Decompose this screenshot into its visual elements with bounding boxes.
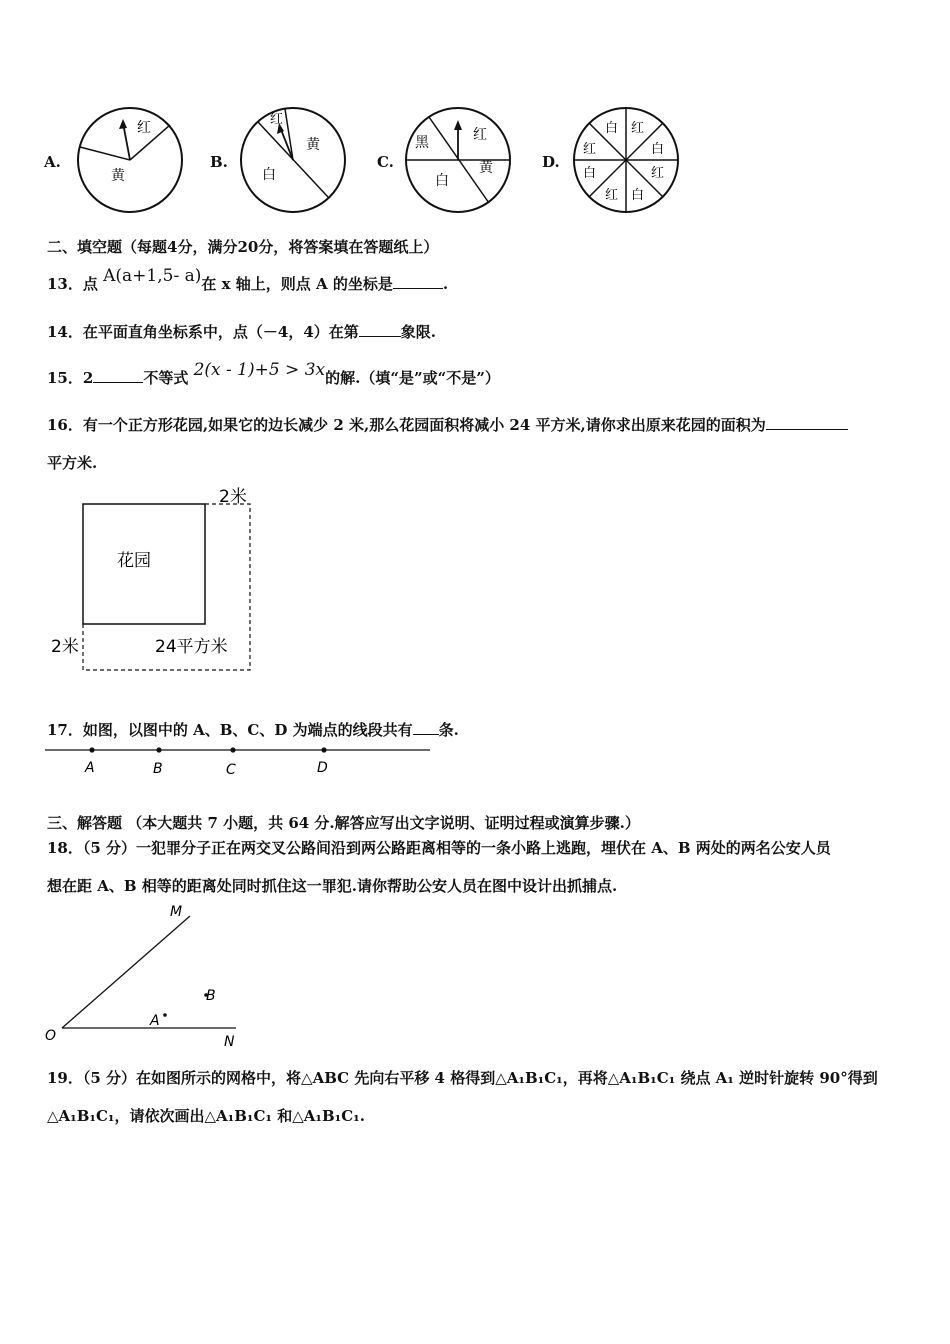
sector-white: 白 [262,167,276,183]
point-a [89,747,94,752]
sector-red: 红 [270,112,284,127]
math-expression: A(a+1,5- a) [103,266,202,286]
area-label: 24平方米 [155,637,228,657]
question-14: 14．在平面直角坐标系中，点（－4，4）在第 象限. [47,323,436,341]
point-label-o: O [45,1028,57,1044]
sector-black: 黑 [415,135,429,151]
option-b-label: B. [210,153,228,171]
garden-figure [45,482,275,682]
sector: 红 [583,142,597,157]
question-number: 18． [47,839,83,857]
sector: 白 [583,166,597,181]
spinner-c [403,105,513,215]
answer-blank [359,322,401,337]
point-label-n: N [224,1034,235,1050]
spinner-d [571,105,681,215]
question-number: 17． [47,721,83,739]
question-13: 13．点 A(a+1,5- a)在 x 轴上，则点 A 的坐标是 . [47,266,449,293]
question-19-line2: △A₁B₁C₁，请依次画出△A₁B₁C₁ 和△A₁B₁C₁. [47,1107,365,1125]
sector: 白 [651,142,665,157]
top-width-label: 2米 [219,487,247,507]
question-number: 13． [47,275,83,293]
segment-figure [45,740,445,780]
point-a [163,1013,167,1017]
option-d-label: D. [542,153,560,171]
question-18-line2: 想在距 A、B 相等的距离处同时抓住这一罪犯.请你帮助公安人员在图中设计出抓捕点. [47,877,618,895]
sector-yellow: 黄 [111,168,125,184]
sector: 白 [605,121,619,136]
sector: 红 [651,166,665,181]
left-width-label: 2米 [51,637,79,657]
point-label-a: A [150,1013,160,1029]
sector-red: 红 [473,127,487,143]
spinner-a [75,105,185,215]
point-label-m: M [170,904,183,920]
point-label: D [317,760,328,776]
section-title: 三、解答题 （本大题共 7 小题，共 64 分.解答应写出文字说明、证明过程或演算步骤.） [47,814,640,832]
sector: 白 [631,188,645,203]
sector-white: 白 [435,173,449,189]
option-c-label: C. [377,153,394,171]
question-number: 19． [47,1069,83,1087]
option-a-label: A. [44,153,61,171]
point-label: B [153,761,163,777]
point-c [230,747,235,752]
answer-blank [413,720,439,735]
garden-label: 花园 [117,551,151,571]
point-d [321,747,326,752]
sector-yellow: 黄 [479,160,493,176]
question-19: 19．（5 分）在如图所示的网格中，将△ABC 先向右平移 4 格得到△A₁B₁C₁，再将△A₁B₁C₁ 绕点 A₁ 逆时针旋转 90°得到 [47,1069,878,1087]
question-15: 15．2 不等式 2(x - 1)+5 > 3x的解.（填“是”或“不是”） [47,360,500,387]
point-b [156,747,161,752]
section-title: 二、填空题（每题4分，满分20分，将答案填在答题纸上） [47,238,439,256]
sector-red: 红 [137,120,151,136]
answer-blank [766,415,848,430]
question-number: 15． [47,369,83,387]
spinner-b [238,105,348,215]
sector-yellow: 黄 [306,137,320,153]
question-17: 17．如图，以图中的 A、B、C、D 为端点的线段共有 条. [47,721,459,739]
sector: 红 [605,188,619,203]
question-18: 18．（5 分）一犯罪分子正在两交叉公路间沿到两公路距离相等的一条小路上逃跑，埋伏在 A、B 两处的两名公安人员 [47,839,831,857]
question-16-end: 平方米. [47,454,98,472]
point-label: C [226,762,236,778]
answer-blank [93,368,143,383]
angle-figure [40,900,260,1050]
question-number: 14． [47,323,83,341]
answer-blank [393,274,443,289]
point-label: A [85,760,95,776]
question-16: 16．有一个正方形花园,如果它的边长减少 2 米,那么花园面积将减小 24 平方米,请你求出原来花园的面积为 [47,414,848,435]
math-expression: 2(x - 1)+5 > 3x [193,360,326,380]
question-number: 16． [47,416,83,434]
point-label-b: B [206,988,216,1004]
sector: 红 [631,121,645,136]
